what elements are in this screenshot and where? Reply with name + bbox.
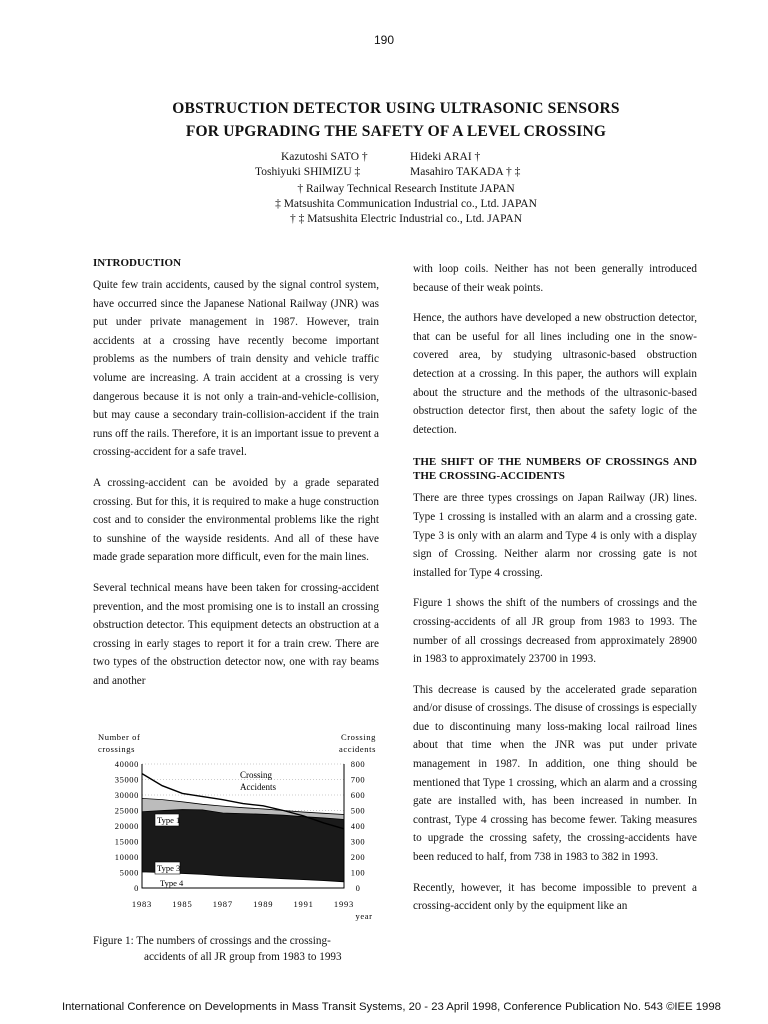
y-tick-label-left: 40000 — [114, 759, 139, 769]
y-tick-label-right: 800 — [350, 759, 366, 769]
paragraph: There are three types crossings on Japan Railway (JR) lines. Type 1 crossing is installed with an alarm and a crossing gate. Type 3 is only with an alarm and Type 4 is only with a display sign of Crossing. Neither alarm nor crossing gate is not installed for Type 4 crossing. — [413, 492, 697, 579]
author-2: Hideki ARAI † — [410, 151, 481, 163]
annotation-type4: Type 4 — [160, 878, 184, 888]
y-tick-label-right: 300 — [350, 836, 366, 847]
y-tick-label-right: 400 — [350, 821, 366, 831]
title-line-2: FOR UPGRADING THE SAFETY OF A LEVEL CROSSING — [185, 123, 607, 140]
figure-1-chart — [88, 728, 388, 928]
paragraph: This decrease is caused by the accelerated grade separation and/or disuse of crossings. The disuse of crossings is especially due to discontinuing many loss-making local railroad lines about that time when the JNR was put under private management in 1987. In addition, one thing should be mentioned that Type 1 crossing, which an alarm and a crossing gate are installed with, has been increased in number. In contrast, Type 4 crossing has become fewer. Taking measures to upgrade the crossing safety, the crossing-accidents have been reduced to half, from 738 in 1983 to 382 in 1993. — [413, 683, 697, 864]
paragraph: Several technical means have been taken for crossing-accident prevention, and the most promising one is to install an crossing obstruction detector. This equipment detects an obstruction at a crossing in early stages to report it for a train crew. There are two types of the obstruction detector now, one with ray beams and another — [93, 581, 379, 687]
affiliation-1: † Railway Technical Research Institute JAPAN — [297, 183, 515, 195]
x-tick-label: 1985 — [172, 899, 193, 909]
paragraph: Recently, however, it has become impossible to prevent a crossing-accident only by the equipment like an — [413, 881, 697, 913]
author-1: Kazutoshi SATO † — [281, 151, 368, 163]
y-tick-label-right: 100 — [350, 867, 366, 878]
x-tick-label: 1993 — [333, 899, 355, 909]
caption-line-1: Figure 1: The numbers of crossings and the crossing- — [93, 935, 331, 947]
y-axis-title-left: crossings — [98, 744, 136, 754]
paragraph: with loop coils. Neither has not been generally introduced because of their weak points. — [413, 263, 697, 294]
x-axis-title: year — [355, 911, 373, 921]
paragraph: A crossing-accident can be avoided by a grade separated crossing. But for this, it is required to make a huge construction cost and to consider the environmental problems like the right to sunshine of the wayside residents. And all of these have made grade separation more difficult, even for the main lines. — [93, 476, 379, 564]
caption-line-2: accidents of all JR group from 1983 to 1993 — [144, 951, 342, 963]
y-tick-label-left: 20000 — [114, 821, 139, 831]
y-axis-title-left: Number of — [98, 732, 141, 742]
paragraph: Quite few train accidents, caused by the signal control system, have occurred since the Japanese National Railway (JNR) was put under private management in 1987. However, train accidents at a crossing have recently become important problems as the numbers of train density and vehicle traffic volume are increasing. A train accident at a crossing is very dangerous because it is not only a train-and-vehicle-collision, but may cause a secondary train-collision-accident if the train runs off the rails. Therefore, it is an important issue to prevent a crossing-accident for a safe travel. — [93, 279, 379, 459]
y-tick-label-right: 0 — [355, 883, 361, 893]
annotation-accidents: Accidents — [240, 782, 276, 792]
y-axis-title-right: accidents — [338, 744, 376, 754]
author-3: Toshiyuki SHIMIZU ‡ — [255, 166, 361, 178]
y-tick-label-right: 700 — [350, 774, 366, 785]
y-tick-label-left: 35000 — [114, 774, 139, 785]
affiliation-2: ‡ Matsushita Communication Industrial co., Ltd. JAPAN — [275, 198, 537, 210]
x-tick-label: 1991 — [293, 899, 314, 909]
left-column — [93, 256, 379, 690]
y-tick-label-right: 200 — [350, 852, 366, 862]
title-line-1: OBSTRUCTION DETECTOR USING ULTRASONIC SENSORS — [172, 100, 620, 117]
y-tick-label-left: 15000 — [114, 836, 139, 847]
annotation-accidents: Crossing — [240, 770, 273, 780]
paper-title — [0, 97, 768, 143]
affiliations — [0, 182, 768, 227]
section-heading: THE SHIFT OF THE NUMBERS OF CROSSINGS AND THE CROSSING-ACCIDENTS — [413, 456, 697, 483]
introduction-heading: INTRODUCTION — [93, 257, 182, 269]
y-tick-label-left: 30000 — [114, 790, 139, 800]
footer: International Conference on Developments in Mass Transit Systems, 20 - 23 April 1998, Conference Publication No. 543 ©IEE 1998 — [62, 1001, 721, 1013]
y-tick-label-left: 10000 — [114, 852, 139, 862]
y-tick-label-left: 0 — [134, 883, 139, 893]
right-column — [413, 260, 697, 928]
affiliation-3: † ‡ Matsushita Electric Industrial co., Ltd. JAPAN — [289, 213, 523, 225]
x-tick-label: 1983 — [131, 899, 153, 909]
y-tick-label-left: 5000 — [119, 867, 139, 878]
x-tick-label: 1987 — [212, 899, 233, 909]
y-axis-title-right: Crossing — [340, 732, 376, 742]
y-tick-label-left: 25000 — [114, 805, 139, 816]
annotation-type1: Type 1 — [157, 815, 181, 825]
annotation-type3: Type 3 — [157, 863, 181, 873]
author-4: Masahiro TAKADA † ‡ — [410, 166, 521, 178]
y-tick-label-right: 500 — [350, 805, 366, 816]
figure-caption — [93, 933, 383, 965]
x-tick-label: 1989 — [253, 899, 274, 909]
page-number: 190 — [373, 33, 395, 47]
paragraph: Figure 1 shows the shift of the numbers of crossings and the crossing-accidents of all JR group from 1983 to 1993. The number of all crossings decreased from approximately 28900 in 1983 to approximately 23700 in 1993. — [413, 597, 697, 666]
y-tick-label-right: 600 — [350, 790, 366, 800]
paragraph: Hence, the authors have developed a new obstruction detector, that can be useful for all lines including one in the snow-covered area, by studying ultrasonic-based obstruction detection at a crossing. In this paper, the authors will explain about the structure and the methods of the ultrasonic-based obstruction detector first, then about the safety logic of the detection. — [413, 312, 697, 436]
